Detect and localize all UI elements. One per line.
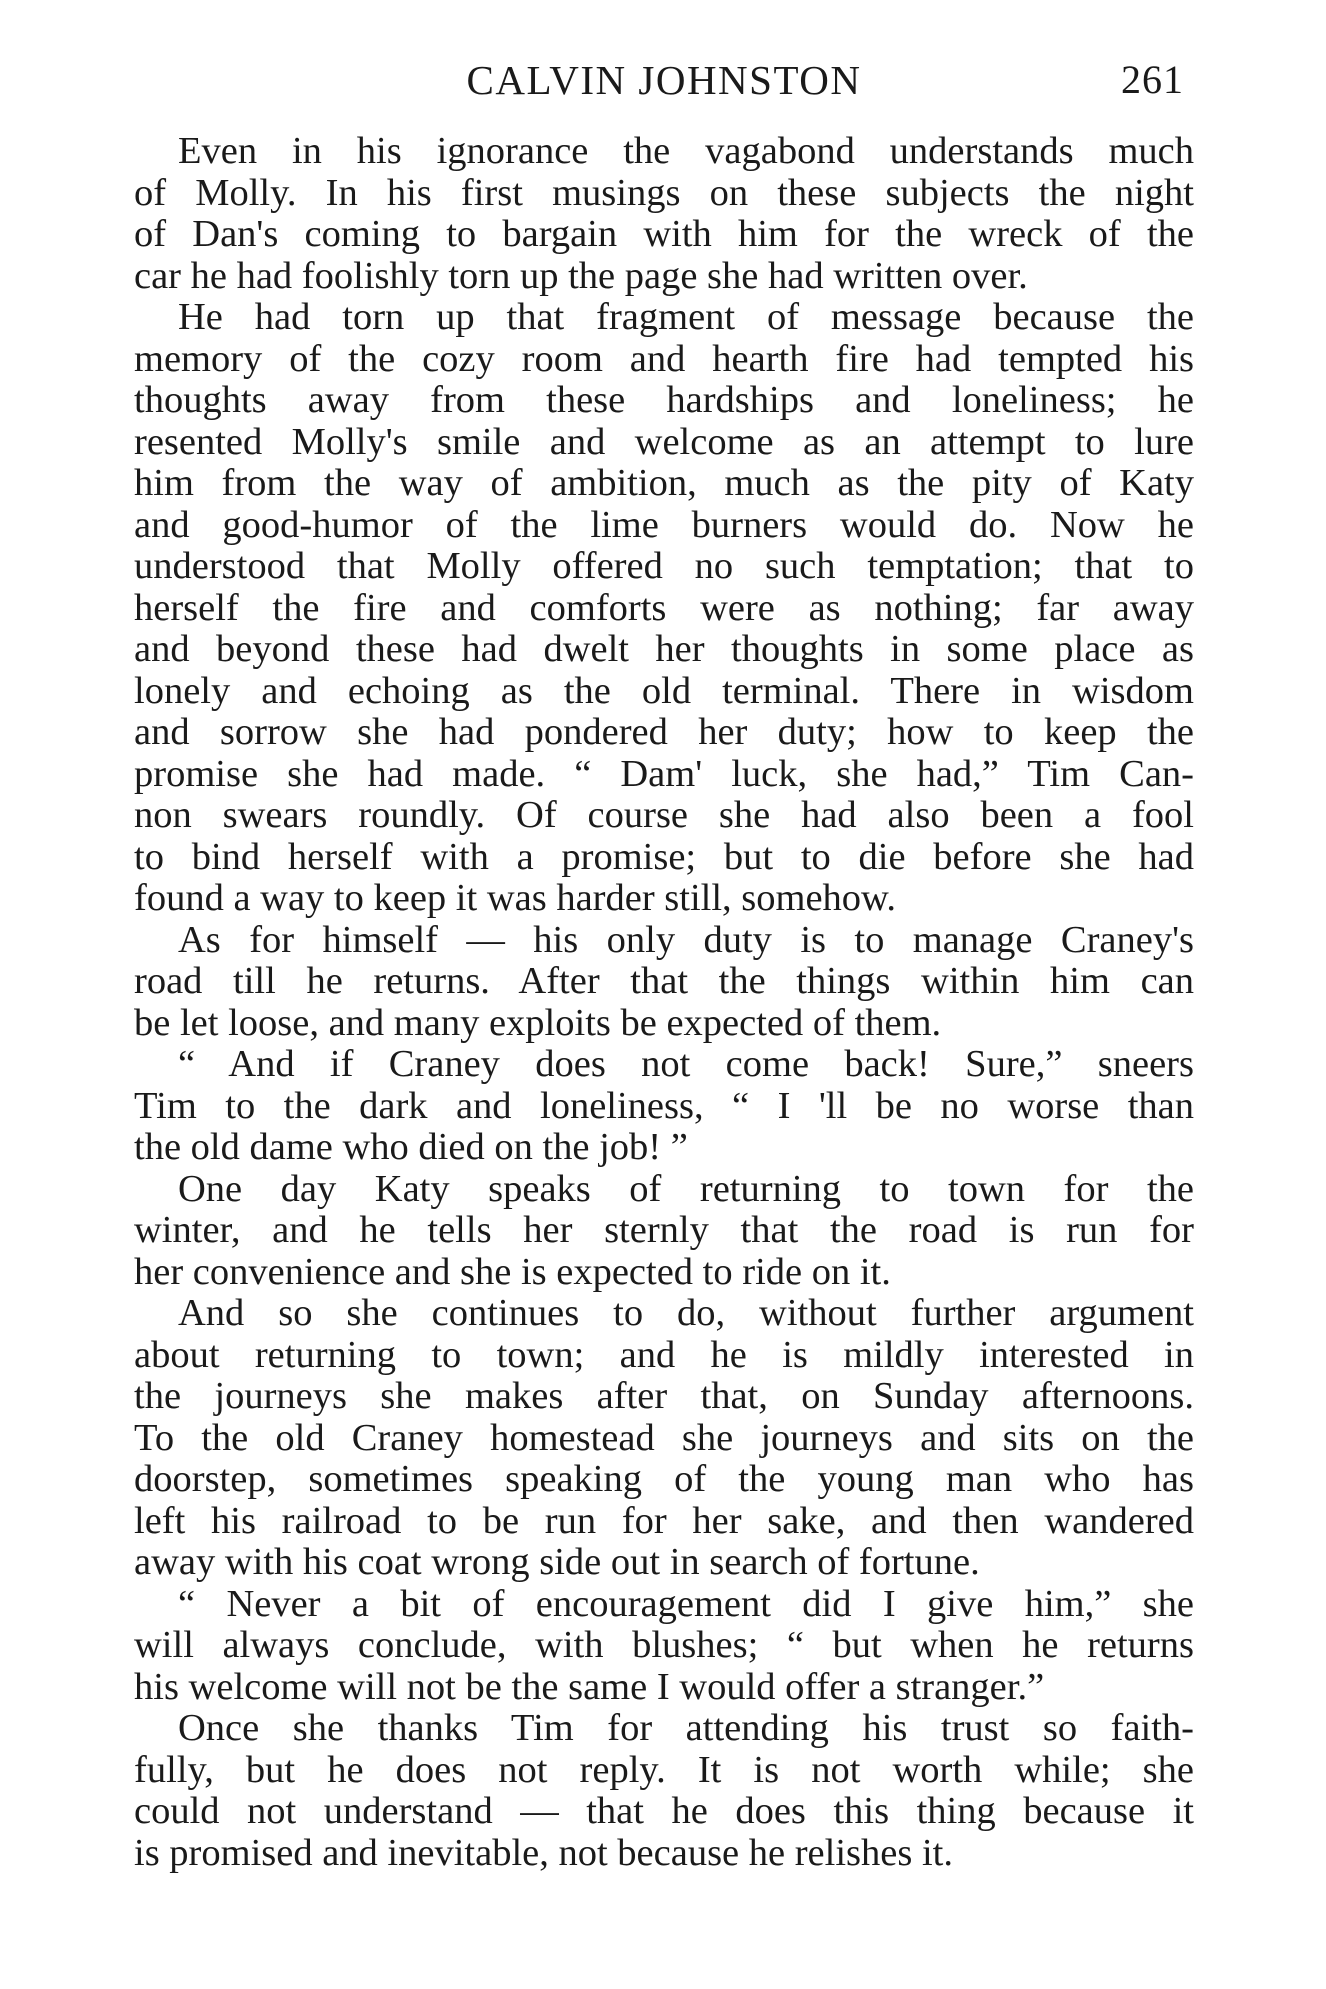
text-line: doorstep, sometimes speaking of the young man who has [134,1458,1194,1500]
text-line: will always conclude, with blushes; “ but when he returns [134,1624,1194,1666]
text-line: winter, and he tells her sternly that the road is run for [134,1209,1194,1251]
text-line: promise she had made. “ Dam' luck, she had,” Tim Can- [134,752,1194,795]
text-line: car he had foolishly torn up the page she had written over. [134,254,1028,297]
text-line: road till he returns. After that the things within him can [134,960,1194,1002]
text-line: the old dame who died on the job! ” [134,1126,688,1168]
text-line: resented Molly's smile and welcome as an attempt to lure [134,420,1194,463]
text-line: To the old Craney homestead she journeys and sits on the [134,1416,1194,1459]
text-line: could not understand — that he does this thing because it [134,1790,1194,1832]
text-line: him from the way of ambition, much as the pity of Katy [134,462,1194,504]
text-line: herself the fire and comforts were as nothing; far away [134,586,1194,629]
paragraph [134,1293,1194,1584]
text-line: be let loose, and many exploits be expected of them. [134,1001,942,1044]
text-line: his welcome will not be the same I would offer a stranger.” [134,1665,1045,1708]
running-title: CALVIN JOHNSTON [466,57,862,103]
paragraph [134,920,1194,1045]
text-line: He had torn up that fragment of message because the [178,296,1194,338]
text-line: her convenience and she is expected to ride on it. [134,1250,891,1293]
page-number: 261 [1121,57,1184,102]
text-line: the journeys she makes after that, on Sunday afternoons. [134,1375,1194,1417]
text-line: Once she thanks Tim for attending his trust so faith- [178,1707,1194,1749]
text-line: left his railroad to be run for her sake, and then wandered [134,1499,1194,1542]
text-line: non swears roundly. Of course she had also been a fool [134,794,1194,836]
text-line: As for himself — his only duty is to manage Craney's [178,918,1194,961]
text-line: And so she continues to do, without further argument [178,1292,1194,1334]
text-line: “ And if Craney does not come back! Sure,” sneers [178,1043,1194,1085]
text-line: of Dan's coming to bargain with him for the wreck of the [134,213,1194,255]
text-line: of Molly. In his first musings on these subjects the night [134,171,1194,214]
text-line: lonely and echoing as the old terminal. There in wisdom [134,669,1194,712]
paragraph [134,1169,1194,1294]
text-line: and sorrow she had pondered her duty; how to keep the [134,711,1194,753]
text-line: thoughts away from these hardships and loneliness; he [134,379,1194,421]
running-head [134,50,1194,110]
text-line: to bind herself with a promise; but to die before she had [134,835,1194,878]
text-line: and beyond these had dwelt her thoughts in some place as [134,628,1194,670]
text-line: is promised and inevitable, not because he relishes it. [134,1831,953,1874]
text-line: and good-humor of the lime burners would do. Now he [134,503,1194,546]
body-text [134,131,1194,1874]
text-line: Even in his ignorance the vagabond understands much [178,130,1194,172]
text-line: Tim to the dark and loneliness, “ I 'll be no worse than [134,1084,1194,1127]
text-line: One day Katy speaks of returning to town for the [178,1167,1194,1210]
text-line: found a way to keep it was harder still, somehow. [134,877,896,919]
text-line: fully, but he does not reply. It is not worth while; she [134,1748,1194,1791]
text-line: understood that Molly offered no such temptation; that to [134,545,1194,587]
paragraph [134,131,1194,297]
text-line: away with his coat wrong side out in search of fortune. [134,1541,980,1583]
paragraph [134,297,1194,920]
paragraph [134,1708,1194,1874]
text-line: about returning to town; and he is mildly interested in [134,1333,1194,1376]
paragraph [134,1584,1194,1709]
text-line: “ Never a bit of encouragement did I give him,” she [178,1582,1194,1625]
paragraph [134,1044,1194,1169]
text-line: memory of the cozy room and hearth fire had tempted his [134,337,1194,380]
